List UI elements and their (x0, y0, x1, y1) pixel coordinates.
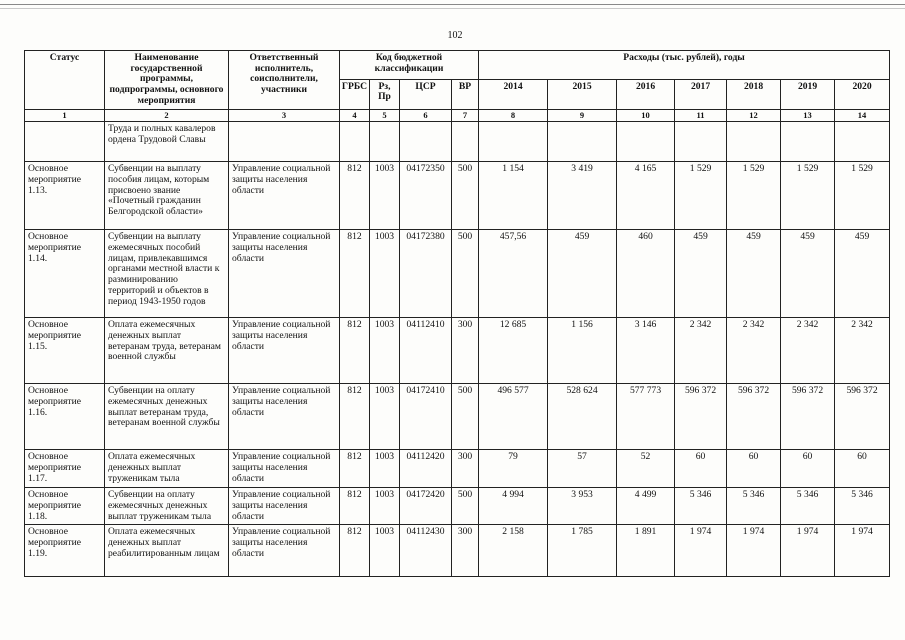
value-cell: 1 974 (727, 525, 781, 577)
header-name: Наименование государственной программы, подпрограммы, основного мероприятия (105, 51, 229, 110)
value-cell: 577 773 (617, 384, 675, 450)
rz-cell (370, 122, 400, 162)
value-cell: 1 974 (675, 525, 727, 577)
value-cell: 79 (479, 450, 548, 488)
table-row (25, 488, 890, 525)
column-number: 14 (835, 109, 890, 122)
csr-cell: 04172350 (400, 162, 452, 230)
vr-cell: 500 (452, 230, 479, 318)
scan-border-line-secondary (0, 8, 905, 9)
csr-cell: 04112430 (400, 525, 452, 577)
value-cell: 496 577 (479, 384, 548, 450)
value-cell: 459 (781, 230, 835, 318)
value-cell: 1 529 (675, 162, 727, 230)
value-cell: 5 346 (835, 488, 890, 525)
column-number: 12 (727, 109, 781, 122)
table-row (25, 384, 890, 450)
value-cell: 459 (835, 230, 890, 318)
grbs-cell: 812 (340, 318, 370, 384)
column-number: 2 (105, 109, 229, 122)
header-year: 2014 (479, 79, 548, 109)
value-cell: 60 (781, 450, 835, 488)
value-cell: 457,56 (479, 230, 548, 318)
value-cell: 2 342 (835, 318, 890, 384)
value-cell: 5 346 (675, 488, 727, 525)
value-cell: 459 (548, 230, 617, 318)
rz-cell: 1003 (370, 162, 400, 230)
header-status: Статус (25, 51, 105, 110)
value-cell: 459 (727, 230, 781, 318)
value-cell: 460 (617, 230, 675, 318)
executor-cell: Управление социальной защиты населения области (229, 488, 340, 525)
vr-cell: 300 (452, 450, 479, 488)
rz-cell: 1003 (370, 488, 400, 525)
value-cell: 459 (675, 230, 727, 318)
vr-cell: 500 (452, 384, 479, 450)
status-cell: Основное мероприятие 1.16. (25, 384, 105, 450)
column-number: 9 (548, 109, 617, 122)
rz-cell: 1003 (370, 525, 400, 577)
executor-cell: Управление социальной защиты населения области (229, 525, 340, 577)
value-cell: 1 529 (835, 162, 890, 230)
rz-cell: 1003 (370, 318, 400, 384)
column-number: 8 (479, 109, 548, 122)
value-cell: 2 342 (727, 318, 781, 384)
grbs-cell: 812 (340, 162, 370, 230)
vr-cell: 500 (452, 488, 479, 525)
grbs-cell: 812 (340, 525, 370, 577)
header-vr: ВР (452, 79, 479, 109)
value-cell: 4 499 (617, 488, 675, 525)
scan-border-line (0, 4, 905, 5)
header-year: 2018 (727, 79, 781, 109)
budget-table (24, 50, 890, 577)
value-cell: 3 146 (617, 318, 675, 384)
value-cell: 1 529 (727, 162, 781, 230)
column-number: 1 (25, 109, 105, 122)
grbs-cell: 812 (340, 488, 370, 525)
value-cell: 596 372 (835, 384, 890, 450)
column-number: 13 (781, 109, 835, 122)
value-cell: 60 (675, 450, 727, 488)
value-cell: 5 346 (781, 488, 835, 525)
grbs-cell (340, 122, 370, 162)
value-cell: 3 953 (548, 488, 617, 525)
value-cell: 596 372 (675, 384, 727, 450)
executor-cell: Управление социальной защиты населения области (229, 162, 340, 230)
value-cell: 1 154 (479, 162, 548, 230)
status-cell: Основное мероприятие 1.13. (25, 162, 105, 230)
header-row-1 (25, 51, 890, 80)
executor-cell (229, 122, 340, 162)
name-cell: Оплата ежемесячных денежных выплат ветеранам труда, ветеранам военной службы (105, 318, 229, 384)
status-cell: Основное мероприятие 1.15. (25, 318, 105, 384)
rz-cell: 1003 (370, 450, 400, 488)
header-year: 2019 (781, 79, 835, 109)
value-cell: 3 419 (548, 162, 617, 230)
table-row (25, 230, 890, 318)
value-cell (479, 122, 548, 162)
value-cell (835, 122, 890, 162)
status-cell (25, 122, 105, 162)
value-cell: 596 372 (781, 384, 835, 450)
vr-cell: 300 (452, 318, 479, 384)
value-cell: 1 156 (548, 318, 617, 384)
name-cell: Субвенции на выплату ежемесячных пособий лицам, привлекавшимся органами местной власти к разминированию территорий и объектов в период 1943-1950 годов (105, 230, 229, 318)
value-cell: 1 891 (617, 525, 675, 577)
value-cell: 528 624 (548, 384, 617, 450)
name-cell: Субвенции на оплату ежемесячных денежных выплат труженикам тыла (105, 488, 229, 525)
value-cell: 1 974 (781, 525, 835, 577)
table-row (25, 318, 890, 384)
value-cell: 2 342 (675, 318, 727, 384)
column-number: 11 (675, 109, 727, 122)
value-cell (781, 122, 835, 162)
value-cell: 1 974 (835, 525, 890, 577)
executor-cell: Управление социальной защиты населения области (229, 318, 340, 384)
header-year: 2016 (617, 79, 675, 109)
value-cell: 60 (727, 450, 781, 488)
executor-cell: Управление социальной защиты населения области (229, 384, 340, 450)
grbs-cell: 812 (340, 230, 370, 318)
vr-cell: 300 (452, 525, 479, 577)
value-cell: 1 529 (781, 162, 835, 230)
column-number: 3 (229, 109, 340, 122)
value-cell: 2 158 (479, 525, 548, 577)
column-number: 4 (340, 109, 370, 122)
value-cell: 2 342 (781, 318, 835, 384)
executor-cell: Управление социальной защиты населения области (229, 230, 340, 318)
name-cell: Субвенции на оплату ежемесячных денежных выплат ветеранам труда, ветеранам военной службы (105, 384, 229, 450)
status-cell: Основное мероприятие 1.18. (25, 488, 105, 525)
header-csr: ЦСР (400, 79, 452, 109)
status-cell: Основное мероприятие 1.17. (25, 450, 105, 488)
column-number: 6 (400, 109, 452, 122)
value-cell: 5 346 (727, 488, 781, 525)
header-year: 2017 (675, 79, 727, 109)
name-cell: Субвенции на выплату пособия лицам, которым присвоено звание «Почетный гражданин Белгородской области» (105, 162, 229, 230)
name-cell: Оплата ежемесячных денежных выплат реабилитированным лицам (105, 525, 229, 577)
page-number: 102 (447, 30, 463, 41)
value-cell: 52 (617, 450, 675, 488)
csr-cell: 04112410 (400, 318, 452, 384)
column-number: 7 (452, 109, 479, 122)
csr-cell (400, 122, 452, 162)
header-year: 2020 (835, 79, 890, 109)
header-executor: Ответственный исполнитель, соисполнители, участники (229, 51, 340, 110)
name-cell: Труда и полных кавалеров ордена Трудовой Славы (105, 122, 229, 162)
continuation-row (25, 122, 890, 162)
value-cell: 1 785 (548, 525, 617, 577)
csr-cell: 04112420 (400, 450, 452, 488)
csr-cell: 04172380 (400, 230, 452, 318)
column-numbers-row (25, 109, 890, 122)
value-cell (617, 122, 675, 162)
status-cell: Основное мероприятие 1.14. (25, 230, 105, 318)
value-cell (727, 122, 781, 162)
vr-cell: 500 (452, 162, 479, 230)
rz-cell: 1003 (370, 384, 400, 450)
value-cell: 12 685 (479, 318, 548, 384)
status-cell: Основное мероприятие 1.19. (25, 525, 105, 577)
grbs-cell: 812 (340, 384, 370, 450)
csr-cell: 04172410 (400, 384, 452, 450)
value-cell: 57 (548, 450, 617, 488)
table-row (25, 162, 890, 230)
table-row (25, 450, 890, 488)
header-grbs: ГРБС (340, 79, 370, 109)
value-cell: 4 994 (479, 488, 548, 525)
header-year: 2015 (548, 79, 617, 109)
name-cell: Оплата ежемесячных денежных выплат труженикам тыла (105, 450, 229, 488)
table-row (25, 525, 890, 577)
header-expenses: Расходы (тыс. рублей), годы (479, 51, 890, 80)
value-cell: 4 165 (617, 162, 675, 230)
vr-cell (452, 122, 479, 162)
value-cell: 596 372 (727, 384, 781, 450)
header-budget-code: Код бюджетной классификации (340, 51, 479, 80)
column-number: 10 (617, 109, 675, 122)
grbs-cell: 812 (340, 450, 370, 488)
column-number: 5 (370, 109, 400, 122)
header-rz: Рз, Пр (370, 79, 400, 109)
csr-cell: 04172420 (400, 488, 452, 525)
value-cell: 60 (835, 450, 890, 488)
value-cell (675, 122, 727, 162)
executor-cell: Управление социальной защиты населения области (229, 450, 340, 488)
value-cell (548, 122, 617, 162)
rz-cell: 1003 (370, 230, 400, 318)
